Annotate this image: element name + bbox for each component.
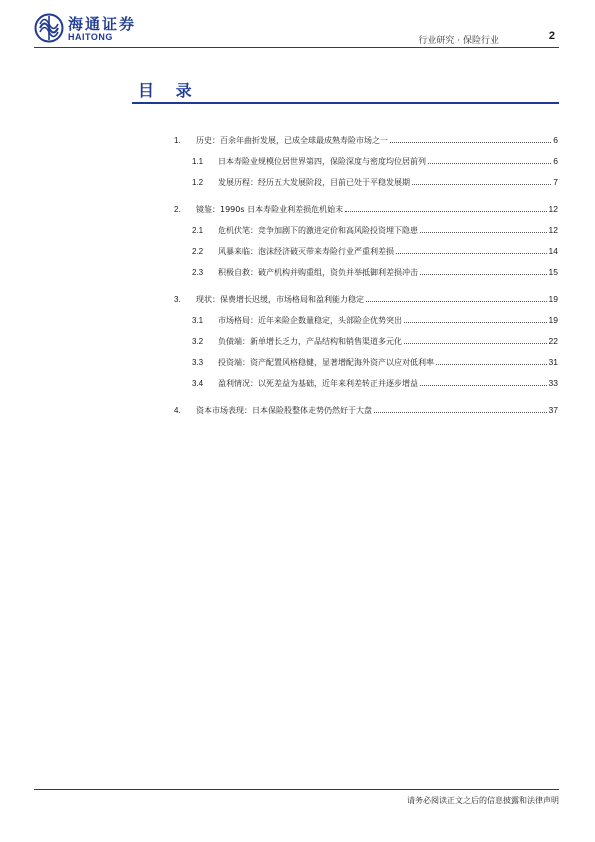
toc-entry-number: 4. [174, 406, 181, 415]
footer-divider [34, 789, 559, 790]
toc-entry-page: 12 [548, 204, 558, 214]
toc-entry-number: 2. [174, 205, 181, 214]
report-category: 行业研究 · 保险行业 [418, 36, 499, 46]
toc-dot-leader [412, 178, 551, 185]
toc-entry[interactable] [132, 294, 558, 305]
toc-entry-number: 3.2 [192, 337, 204, 346]
toc-entry[interactable] [132, 378, 558, 389]
toc-entry-page: 15 [548, 267, 558, 277]
toc-entry-page: 33 [548, 378, 558, 388]
toc-dot-leader [404, 337, 547, 344]
table-of-contents [132, 135, 558, 416]
toc-entry-title: 风暴来临：泡沫经济破灭带来寿险行业严重利差损 [218, 247, 394, 256]
company-logo [34, 13, 154, 47]
disclaimer-note: 请务必阅读正文之后的信息披露和法律声明 [407, 796, 559, 805]
logo-chinese-name: 海通证券 [68, 15, 137, 33]
toc-entry-title: 现状：保费增长迟缓，市场格局和盈利能力稳定 [196, 295, 364, 304]
logo-english-name: HAITONG [68, 32, 113, 42]
toc-dot-leader [436, 358, 547, 365]
toc-entry-title: 投资端：资产配置风格稳健，显著增配海外资产以应对低利率 [218, 358, 434, 367]
toc-entry-title: 市场格局：近年来险企数量稳定，头部险企优势突出 [218, 316, 402, 325]
toc-entry-number: 2.2 [192, 247, 204, 256]
toc-title: 目 录 [138, 81, 200, 100]
toc-entry[interactable] [132, 246, 558, 257]
toc-entry-number: 2.3 [192, 268, 204, 277]
toc-entry-page: 14 [548, 246, 558, 256]
toc-entry-page: 12 [548, 225, 558, 235]
toc-entry[interactable] [132, 177, 558, 188]
toc-entry-title: 资本市场表现：日本保险股整体走势仍然好于大盘 [196, 406, 372, 415]
toc-dot-leader [396, 247, 547, 254]
page-header [0, 0, 595, 56]
toc-entry[interactable] [132, 135, 558, 146]
header-divider [34, 47, 559, 48]
toc-entry-page: 6 [553, 156, 558, 166]
page-number: 2 [548, 30, 555, 42]
toc-entry-title: 发展历程：经历五大发展阶段，目前已处于平稳发展期 [218, 178, 410, 187]
toc-entry-page: 31 [548, 357, 558, 367]
toc-dot-leader [390, 136, 551, 143]
toc-entry[interactable] [132, 225, 558, 236]
toc-entry-number: 1.1 [192, 157, 204, 166]
haitong-logo-icon [34, 13, 64, 43]
toc-entry-number: 3.4 [192, 379, 204, 388]
toc-dot-leader [420, 268, 547, 275]
toc-entry-page: 37 [548, 405, 558, 415]
toc-entry-title: 历史：百余年曲折发展，已成全球最成熟寿险市场之一 [196, 136, 388, 145]
toc-entry-number: 1. [174, 136, 181, 145]
toc-entry-number: 2.1 [192, 226, 204, 235]
toc-dot-leader [374, 406, 547, 413]
toc-entry-number: 1.2 [192, 178, 204, 187]
toc-entry[interactable] [132, 156, 558, 167]
toc-entry-number: 3.3 [192, 358, 204, 367]
toc-entry[interactable] [132, 315, 558, 326]
toc-entry-title: 镜鉴：1990s 日本寿险业利差损危机始末 [196, 205, 344, 214]
toc-dot-leader [420, 226, 547, 233]
toc-entry-number: 3.1 [192, 316, 204, 325]
toc-entry-page: 6 [553, 135, 558, 145]
toc-entry[interactable] [132, 204, 558, 215]
toc-entry-title: 积极自救：破产机构并购重组，资负并举抵御利差损冲击 [218, 268, 418, 277]
toc-entry[interactable] [132, 405, 558, 416]
toc-entry-page: 19 [548, 294, 558, 304]
toc-entry-page: 22 [548, 336, 558, 346]
toc-dot-leader [420, 379, 547, 386]
toc-dot-leader [345, 205, 546, 212]
toc-entry-title: 危机伏笔：竞争加剧下的激进定价和高风险投资埋下隐患 [218, 226, 418, 235]
toc-entry[interactable] [132, 357, 558, 368]
toc-dot-leader [366, 295, 547, 302]
toc-entry-page: 19 [548, 315, 558, 325]
toc-entry-page: 7 [553, 177, 558, 187]
toc-entry-title: 负债端：新单增长乏力，产品结构和销售渠道多元化 [218, 337, 402, 346]
toc-title-divider [132, 102, 559, 104]
toc-entry-number: 3. [174, 295, 181, 304]
toc-dot-leader [404, 316, 547, 323]
toc-entry-title: 日本寿险业规模位居世界第四，保险深度与密度均位居前列 [218, 157, 426, 166]
toc-entry[interactable] [132, 336, 558, 347]
toc-entry[interactable] [132, 267, 558, 278]
toc-dot-leader [428, 157, 551, 164]
toc-entry-title: 盈利情况：以死差益为基础，近年来利差转正并逐步增益 [218, 379, 418, 388]
